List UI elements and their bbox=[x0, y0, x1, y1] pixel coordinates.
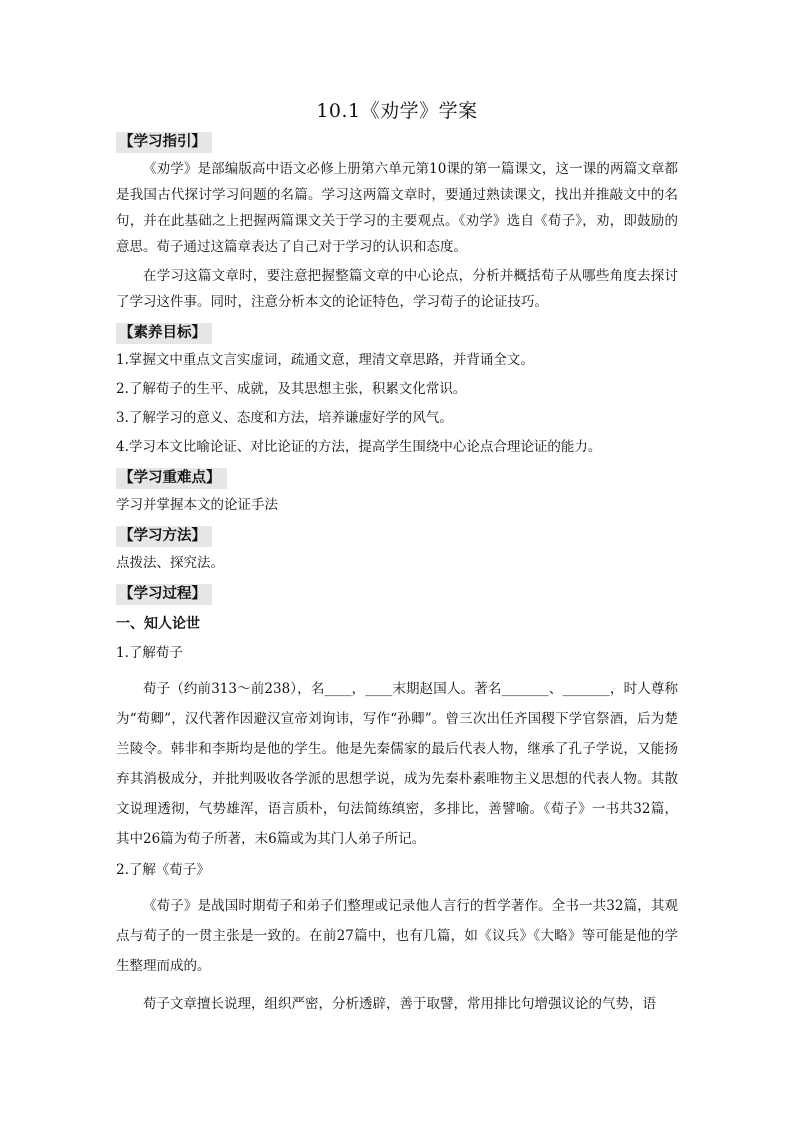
document-page bbox=[116, 98, 678, 1019]
page-title: 10.1《劝学》学案 bbox=[316, 100, 478, 122]
goal-item-2: 2.了解荀子的生平、成就，及其思想主张，积累文化常识。 bbox=[116, 381, 467, 397]
book-intro-paragraph: 《荀子》是战国时期荀子和弟子们整理或记录他人言行的哲学著作。全书一共32篇，其观点与荀子的一贯主张是一致的。在前27篇中，也有几篇，如《议兵》《大略》等可能是他的学生整理而成的。 bbox=[116, 898, 678, 974]
section-heading-guide: 【学习指引】 bbox=[116, 132, 212, 153]
subheading-about-book: 2.了解《荀子》 bbox=[116, 862, 210, 878]
process-section-title: 一、知人论世 bbox=[116, 616, 200, 632]
key-points-text: 学习并掌握本文的论证手法 bbox=[116, 497, 278, 513]
section-heading-process: 【学习过程】 bbox=[116, 584, 212, 605]
style-paragraph: 荀子文章擅长说理，组织严密，分析透辟，善于取譬，常用排比句增强议论的气势，语 bbox=[143, 996, 656, 1012]
subheading-about-xunzi: 1.了解荀子 bbox=[116, 645, 183, 661]
section-heading-method: 【学习方法】 bbox=[116, 526, 212, 547]
xunzi-bio-paragraph: 荀子（约前313～前238），名____，____末期赵国人。著名_______、_______，时人尊称为“荀卿”，汉代著作因避汉宣帝刘询讳，写作“孙卿”。曾三次出任齐国稷下学官祭酒，后为楚兰陵令。韩非和李斯均是他的学生。他是先秦儒家的最后代表人物，继承了孔子学说，又能扬弃其消极成分，并批判吸收各学派的思想学说，成为先秦朴素唯物主义思想的代表人物。其散文说理透彻，气势雄浑，语言质朴，句法简练缜密，多排比，善譬喻。《荀子》一书共32篇，其中26篇为荀子所著，末6篇或为其门人弟子所记。 bbox=[116, 681, 678, 847]
guide-paragraph-1: 《劝学》是部编版高中语文必修上册第六单元第10课的第一篇课文，这一课的两篇文章都是我国古代探讨学习问题的名篇。学习这两篇文章时，要通过熟读课文，找出并推敲文中的名句，并在此基础之上把握两篇课文关于学习的主要观点。《劝学》选自《荀子》，劝，即鼓励的意思。荀子通过这篇章表达了自己对于学习的认识和态度。 bbox=[116, 161, 678, 255]
section-heading-key-points: 【学习重难点】 bbox=[116, 468, 227, 489]
goal-item-3: 3.了解学习的意义、态度和方法，培养谦虚好学的风气。 bbox=[116, 410, 453, 426]
method-text: 点拨法、探究法。 bbox=[116, 555, 224, 571]
guide-paragraph-2: 在学习这篇文章时，要注意把握整篇文章的中心论点，分析并概括荀子从哪些角度去探讨了学习这件事。同时，注意分析本文的论证特色，学习荀子的论证技巧。 bbox=[116, 268, 678, 310]
goal-item-1: 1.掌握文中重点文言实虚词，疏通文意，理清文章思路，并背诵全文。 bbox=[116, 352, 534, 368]
goal-item-4: 4.学习本文比喻论证、对比论证的方法，提高学生围绕中心论点合理论证的能力。 bbox=[116, 439, 602, 455]
section-heading-goals: 【素养目标】 bbox=[116, 323, 212, 344]
